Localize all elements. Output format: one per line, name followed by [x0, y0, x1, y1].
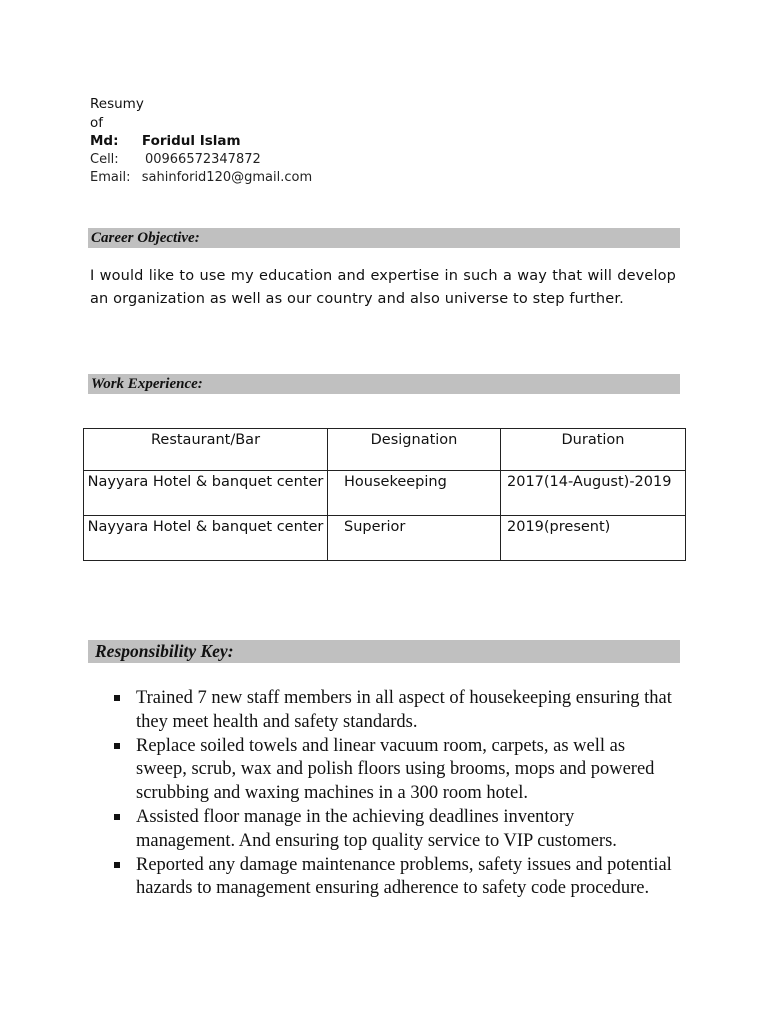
- responsibility-list: [112, 687, 672, 901]
- list-item: [112, 854, 672, 902]
- career-objective-text: I would like to use my education and expertise in such a way that will develop an organization as well as our country and also universe to step further.: [90, 268, 676, 307]
- work-experience-heading: Work Experience:: [88, 374, 680, 394]
- email-address: sahinforid120@gmail.com: [141, 170, 313, 185]
- square-bullet-icon: [114, 695, 120, 701]
- list-item-text: Trained 7 new staff members in all aspect of housekeeping ensuring that they meet health and safety standards.: [136, 688, 672, 732]
- cell-restaurant: Nayyara Hotel & banquet center: [84, 516, 328, 561]
- work-experience-table: [83, 428, 686, 561]
- list-item: [112, 687, 672, 735]
- cell-designation: Housekeeping: [328, 471, 501, 516]
- table-header-row: [84, 429, 686, 471]
- resume-header: [90, 95, 312, 188]
- cell-restaurant: Nayyara Hotel & banquet center: [84, 471, 328, 516]
- email-label: Email:: [90, 170, 131, 185]
- cell-number: 00966572347872: [144, 151, 261, 167]
- responsibility-heading: Responsibility Key:: [88, 640, 680, 663]
- table-row: [84, 471, 686, 516]
- list-item-text: Replace soiled towels and linear vacuum room, carpets, as well as sweep, scrub, wax and polish floors using brooms, mops and powered scrubbing and waxing machines in a 300 room hotel.: [136, 735, 655, 804]
- cell-designation: Superior: [328, 516, 501, 561]
- cell-line: [90, 151, 312, 170]
- cell-duration: 2017(14-August)-2019: [501, 471, 686, 516]
- square-bullet-icon: [114, 743, 120, 749]
- career-objective-heading: Career Objective:: [88, 228, 680, 248]
- column-header-duration: Duration: [501, 429, 686, 471]
- name-line: [90, 132, 312, 151]
- list-item-text: Reported any damage maintenance problems, safety issues and potential hazards to management ensuring adherence to safety code procedure.: [136, 854, 672, 899]
- list-item: [112, 806, 672, 854]
- cell-duration: 2019(present): [501, 516, 686, 561]
- cell-label: Cell:: [90, 151, 119, 167]
- name-label: Md:: [90, 133, 119, 149]
- applicant-name: Foridul Islam: [141, 133, 241, 149]
- email-line: [90, 169, 312, 188]
- table-row: [84, 516, 686, 561]
- column-header-restaurant: Restaurant/Bar: [84, 429, 328, 471]
- list-item: [112, 735, 672, 806]
- resume-title-of: of: [90, 114, 104, 131]
- list-item-text: Assisted floor manage in the achieving deadlines inventory management. And ensuring top quality service to VIP customers.: [136, 806, 617, 851]
- resume-title: Resumy: [90, 96, 144, 112]
- column-header-designation: Designation: [328, 429, 501, 471]
- square-bullet-icon: [114, 814, 120, 820]
- square-bullet-icon: [114, 862, 120, 868]
